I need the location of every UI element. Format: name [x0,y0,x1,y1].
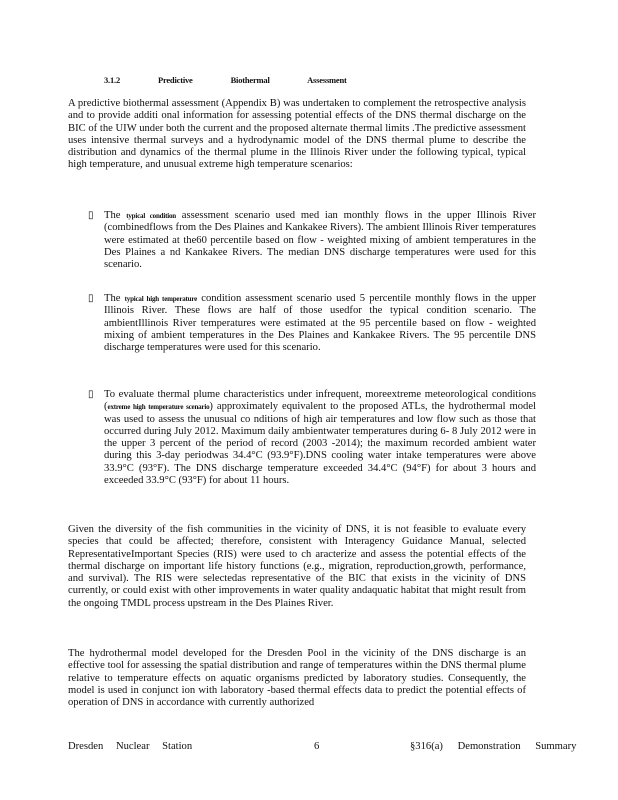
bullet-3-text: ) approximately equivalent to the proposed ATLs, the hydrothermal model was used to assess the unusual co nditions of high air temperatures and low flow such as those that occurred during July 2012. Maximum daily ambientwater temperatures during 6- 8 July 2012 were in the upper 3 percent of the period of record (2003 -2014); the maximum recorded ambient water during this 3-day periodwas 34.4°C (93.9°F).DNS cooling water intake temperatures were above 33.9°C (93°F). The DNS discharge temperature exceeded 34.4°C (94°F) for about 3 hours and exceeded 33.9°C (93°F) for about 11 hours. [104,401,536,487]
bullet-paragraph-typical [104,210,536,271]
bullet-1-scenario-name: typical condition [126,212,176,220]
section-heading [104,75,369,85]
section-number: 3.1.2 [104,75,121,85]
bullet-1-lead: The [104,210,127,221]
bullet-2-text: condition assessment scenario used 5 percentile monthly flows in the upper Illinois River. These flows are half of those usedfor the typical condition scenario. The ambientIllinois River temperatures were estimated at the 95 percentile based on flow - weighted mixing of ambient temperatures in the Des Plaines and Kankakee Rivers. The 95 percentile DNS discharge temperatures were used for this scenario. [104,293,537,354]
footer-page-number: 6 [314,741,320,752]
bullet-3-scenario-name: extreme high temperature scenario [107,403,210,412]
bullet-paragraph-extreme [104,389,536,487]
hydrothermal-model-paragraph: The hydrothermal model developed for the Dresden Pool in the vicinity of the DNS discharge is an effective tool for assessing the spatial distribution and range of temperatures within the DNS thermal plume relative to temperature effects on aquatic organisms predicted by laboratory studies. Consequently, the model is used in conjunct ion with laboratory -based thermal effects data to predict the potential effects of operation of DNS in accordance with currently authorized [68,648,526,709]
footer-right: §316(a) Demonstration Summary [410,741,577,752]
bullet-glyph-3: ▯ [88,389,94,400]
bullet-paragraph-typical-high [104,293,536,354]
ris-paragraph: Given the diversity of the fish communities in the vicinity of DNS, it is not feasible to evaluate every species that could be affected; therefore, consistent with Interagency Guidance Manual, selected RepresentativeImportant Species (RIS) were used to ch aracterize and assess the potential effects of the thermal discharge on important life history functions (e.g., migration, reproduction,growth, performance, and survival). The RIS were selectedas representative of the BIC that exists in the vicinity of DNS currently, or could exist with other improvements in water quality andaquatic habitat that might result from the ongoing TMDL process upstream in the Des Plaines River. [68,524,526,609]
bullet-2-lead: The [104,293,125,304]
bullet-3-lead: To evaluate thermal plume characteristics under infrequent, moreextreme meteorological conditions ( [104,389,536,413]
section-title-word-1: Predictive [157,75,193,85]
bullet-glyph-2: ▯ [88,293,94,304]
bullet-1-text: assessment scenario used med ian monthly flows in the upper Illinois River (combinedflows from the Des Plaines and Kankakee Rivers). The ambient Illinois River temperatures were estimated at the60 percentile based on flow - weighted mixing of ambient temperatures in the Des Plaines a nd Kankakee Rivers. The median DNS discharge temperatures were used for this scenario. [104,210,536,271]
section-title-word-2: Biothermal [230,75,270,85]
bullet-2-scenario-name: typical high temperature [124,295,198,303]
bullet-glyph-1: ▯ [88,210,94,221]
section-title-word-3: Assessment [307,75,347,85]
intro-paragraph: A predictive biothermal assessment (Appendix B) was undertaken to complement the retrospective analysis and to provide additi onal information for assessing potential effects of the DNS thermal discharge on the BIC of the UIW under both the current and the proposed alternate thermal limits .The predictive assessment uses intensive thermal surveys and a hydrodynamic model of the DNS thermal plume to describe the distribution and dynamics of the thermal plume in the Illinois River under the following typical, typical high temperature, and unusual extreme high temperature scenarios: [68,98,526,171]
footer-left: Dresden Nuclear Station [68,741,193,752]
